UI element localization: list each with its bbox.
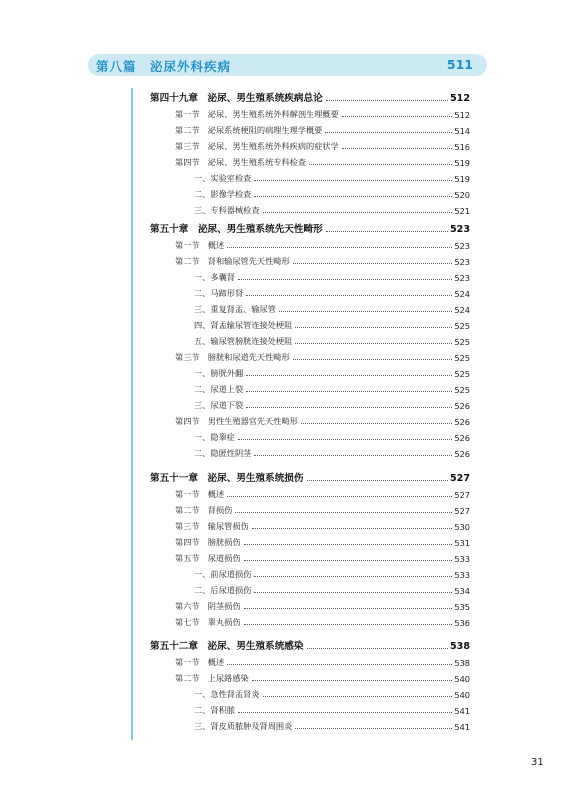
toc-entry-label: 二、后尿道损伤: [194, 585, 252, 595]
dot-leader: [244, 624, 453, 625]
toc-entry-page: 535: [454, 602, 470, 612]
toc-entry-page: 523: [454, 257, 470, 267]
subsection-entry: [150, 299, 470, 315]
dot-leader: [238, 279, 452, 280]
section-entry: [150, 411, 470, 427]
toc-entry-page: 516: [454, 142, 470, 152]
dot-leader: [254, 180, 452, 181]
toc-entry-label: 第二节 肾和输尿管先天性畸形: [175, 256, 290, 266]
toc-entry-page: 521: [454, 206, 470, 216]
subsection-entry: [150, 283, 470, 299]
toc-entry-label: 第三节 泌尿、男生殖系统外科疾病的症状学: [175, 141, 339, 151]
toc-entry-page: 525: [454, 385, 470, 395]
toc-entry-page: 541: [454, 722, 470, 732]
toc-entry-label: 一、实验室检查: [194, 173, 252, 183]
dot-leader: [244, 544, 453, 545]
dot-leader: [246, 375, 452, 376]
toc-entry-label: 第一节 概述: [175, 240, 225, 250]
toc-entry-label: 一、急性肾盂肾炎: [194, 689, 260, 699]
subsection-entry: [150, 200, 470, 216]
toc-entry-page: 526: [454, 449, 470, 459]
dot-leader: [252, 528, 453, 529]
part-page-number: 511: [446, 57, 473, 72]
subsection-entry: [150, 379, 470, 395]
dot-leader: [295, 728, 452, 729]
toc-entry-label: 一、隐睾症: [194, 432, 235, 442]
toc-entry-page: 523: [454, 241, 470, 251]
toc-entry-label: 第三节 膀胱和尿道先天性畸形: [175, 352, 290, 362]
toc-entry-label: 一、多囊肾: [194, 272, 235, 282]
dot-leader: [342, 148, 453, 149]
page-number: 31: [531, 757, 544, 768]
section-entry: [150, 548, 470, 564]
toc-entry-page: 524: [454, 305, 470, 315]
chapter-entry: [150, 468, 470, 484]
dot-leader: [342, 116, 453, 117]
toc-entry-label: 二、肾积脓: [194, 705, 235, 715]
dot-leader: [309, 164, 452, 165]
dot-leader: [325, 132, 452, 133]
toc-entry-label: 第五十章 泌尿、男生殖系统先天性畸形: [150, 224, 323, 235]
toc-entry-label: 第二节 泌尿系统梗阻的病理生理学概要: [175, 125, 323, 135]
toc-entry-page: 536: [454, 618, 470, 628]
subsection-entry: [150, 700, 470, 716]
toc-entry-page: 525: [454, 337, 470, 347]
toc-entry-label: 三、专科器械检查: [194, 205, 260, 215]
section-entry: [150, 152, 470, 168]
toc-entry-label: 二、马蹄形肾: [194, 288, 244, 298]
dot-leader: [293, 263, 453, 264]
section-entry: [150, 235, 470, 251]
toc-entry-page: 526: [454, 433, 470, 443]
dot-leader: [235, 512, 452, 513]
toc-entry-page: 523: [454, 273, 470, 283]
subsection-entry: [150, 443, 470, 459]
section-entry: [150, 652, 470, 668]
subsection-entry: [150, 363, 470, 379]
toc-entry-label: 三、重复肾盂、输尿管: [194, 304, 276, 314]
dot-leader: [307, 648, 448, 649]
dot-leader: [254, 455, 452, 456]
toc-entry-label: 第四节 膀胱损伤: [175, 537, 241, 547]
toc-entry-label: 一、膀胱外翻: [194, 368, 244, 378]
toc-entry-label: 第五十二章 泌尿、男生殖系统感染: [150, 641, 304, 652]
section-entry: [150, 347, 470, 363]
section-entry: [150, 251, 470, 267]
toc-entry-label: 第一节 泌尿、男生殖系统外科解剖生理概要: [175, 109, 339, 119]
dot-leader: [252, 680, 453, 681]
chapter-entry: [150, 219, 470, 235]
section-entry: [150, 516, 470, 532]
dot-leader: [238, 439, 452, 440]
section-entry: [150, 668, 470, 684]
dot-leader: [254, 576, 452, 577]
toc-entry-page: 526: [454, 401, 470, 411]
toc-entry-label: 二、隐匿性阴茎: [194, 448, 252, 458]
toc-entry-page: 533: [454, 554, 470, 564]
toc-entry-label: 第七节 睾丸损伤: [175, 617, 241, 627]
section-entry: [150, 484, 470, 500]
section-entry: [150, 500, 470, 516]
toc-entry-label: 第二节 肾损伤: [175, 505, 233, 515]
toc-entry-page: 540: [454, 690, 470, 700]
subsection-entry: [150, 716, 470, 732]
subsection-entry: [150, 580, 470, 596]
dot-leader: [293, 359, 453, 360]
section-entry: [150, 120, 470, 136]
toc-entry-label: 四、肾盂输尿管连接处梗阻: [194, 320, 293, 330]
subsection-entry: [150, 267, 470, 283]
dot-leader: [227, 664, 452, 665]
part-header: [88, 54, 487, 76]
toc-entry-page: 538: [449, 641, 470, 652]
toc-entry-page: 530: [454, 522, 470, 532]
dot-leader: [254, 592, 452, 593]
toc-entry-label: 第五十一章 泌尿、男生殖系统损伤: [150, 473, 304, 484]
toc-entry-label: 第四十九章 泌尿、男生殖系统疾病总论: [150, 93, 323, 104]
toc-entry-label: 第四节 男性生殖器官先天性畸形: [175, 416, 298, 426]
toc-divider-line: [131, 88, 133, 740]
dot-leader: [244, 608, 453, 609]
dot-leader: [279, 311, 452, 312]
dot-leader: [246, 407, 452, 408]
toc-entry-label: 三、尿道下裂: [194, 400, 244, 410]
toc-entry-page: 524: [454, 289, 470, 299]
section-entry: [150, 136, 470, 152]
dot-leader: [263, 212, 453, 213]
toc-entry-page: 527: [449, 473, 470, 484]
toc-entry-page: 534: [454, 586, 470, 596]
toc-entry-page: 525: [454, 353, 470, 363]
toc-entry-page: 525: [454, 321, 470, 331]
toc-entry-label: 第二节 上尿路感染: [175, 673, 249, 683]
toc-entry-label: 二、尿道上裂: [194, 384, 244, 394]
toc-entry-page: 526: [454, 417, 470, 427]
dot-leader: [295, 327, 452, 328]
toc-entry-label: 第一节 概述: [175, 489, 225, 499]
toc-entry-label: 三、肾皮质脓肿及肾周围炎: [194, 721, 293, 731]
chapter-entry: [150, 88, 470, 104]
dot-leader: [301, 423, 453, 424]
dot-leader: [254, 196, 452, 197]
toc-entry-page: 514: [454, 126, 470, 136]
toc-entry-page: 520: [454, 190, 470, 200]
subsection-entry: [150, 315, 470, 331]
toc-entry-page: 540: [454, 674, 470, 684]
toc-entry-label: 二、影像学检查: [194, 189, 252, 199]
toc-entry-page: 527: [454, 506, 470, 516]
section-entry: [150, 532, 470, 548]
dot-leader: [326, 100, 448, 101]
toc-entry-label: 第五节 尿道损伤: [175, 553, 241, 563]
toc-entry-page: 533: [454, 570, 470, 580]
dot-leader: [246, 295, 452, 296]
chapter-entry: [150, 636, 470, 652]
toc-entry-label: 第四节 泌尿、男生殖系统专科检查: [175, 157, 307, 167]
toc-entry-page: 523: [449, 224, 470, 235]
subsection-entry: [150, 564, 470, 580]
dot-leader: [307, 480, 448, 481]
toc-entry-page: 519: [454, 158, 470, 168]
section-entry: [150, 104, 470, 120]
toc-entry-page: 519: [454, 174, 470, 184]
dot-leader: [238, 712, 452, 713]
toc-entry-page: 538: [454, 658, 470, 668]
section-entry: [150, 596, 470, 612]
toc-entry-page: 541: [454, 706, 470, 716]
toc-entry-page: 512: [454, 110, 470, 120]
dot-leader: [244, 560, 453, 561]
toc-entry-page: 531: [454, 538, 470, 548]
dot-leader: [326, 231, 448, 232]
dot-leader: [263, 696, 453, 697]
subsection-entry: [150, 168, 470, 184]
subsection-entry: [150, 427, 470, 443]
dot-leader: [246, 391, 452, 392]
subsection-entry: [150, 395, 470, 411]
toc-entry-label: 第六节 阴茎损伤: [175, 601, 241, 611]
toc-entry-label: 五、输尿管膀胱连接处梗阻: [194, 336, 293, 346]
part-title: 第八篇 泌尿外科疾病: [96, 59, 232, 74]
subsection-entry: [150, 684, 470, 700]
toc-entry-page: 525: [454, 369, 470, 379]
toc-entry-label: 一、前尿道损伤: [194, 569, 252, 579]
toc-entry-label: 第一节 概述: [175, 657, 225, 667]
toc-entry-page: 527: [454, 490, 470, 500]
subsection-entry: [150, 184, 470, 200]
section-entry: [150, 612, 470, 628]
toc-entry-page: 512: [449, 93, 470, 104]
dot-leader: [295, 343, 452, 344]
toc-entry-label: 第三节 输尿管损伤: [175, 521, 249, 531]
subsection-entry: [150, 331, 470, 347]
dot-leader: [227, 496, 452, 497]
dot-leader: [227, 247, 452, 248]
